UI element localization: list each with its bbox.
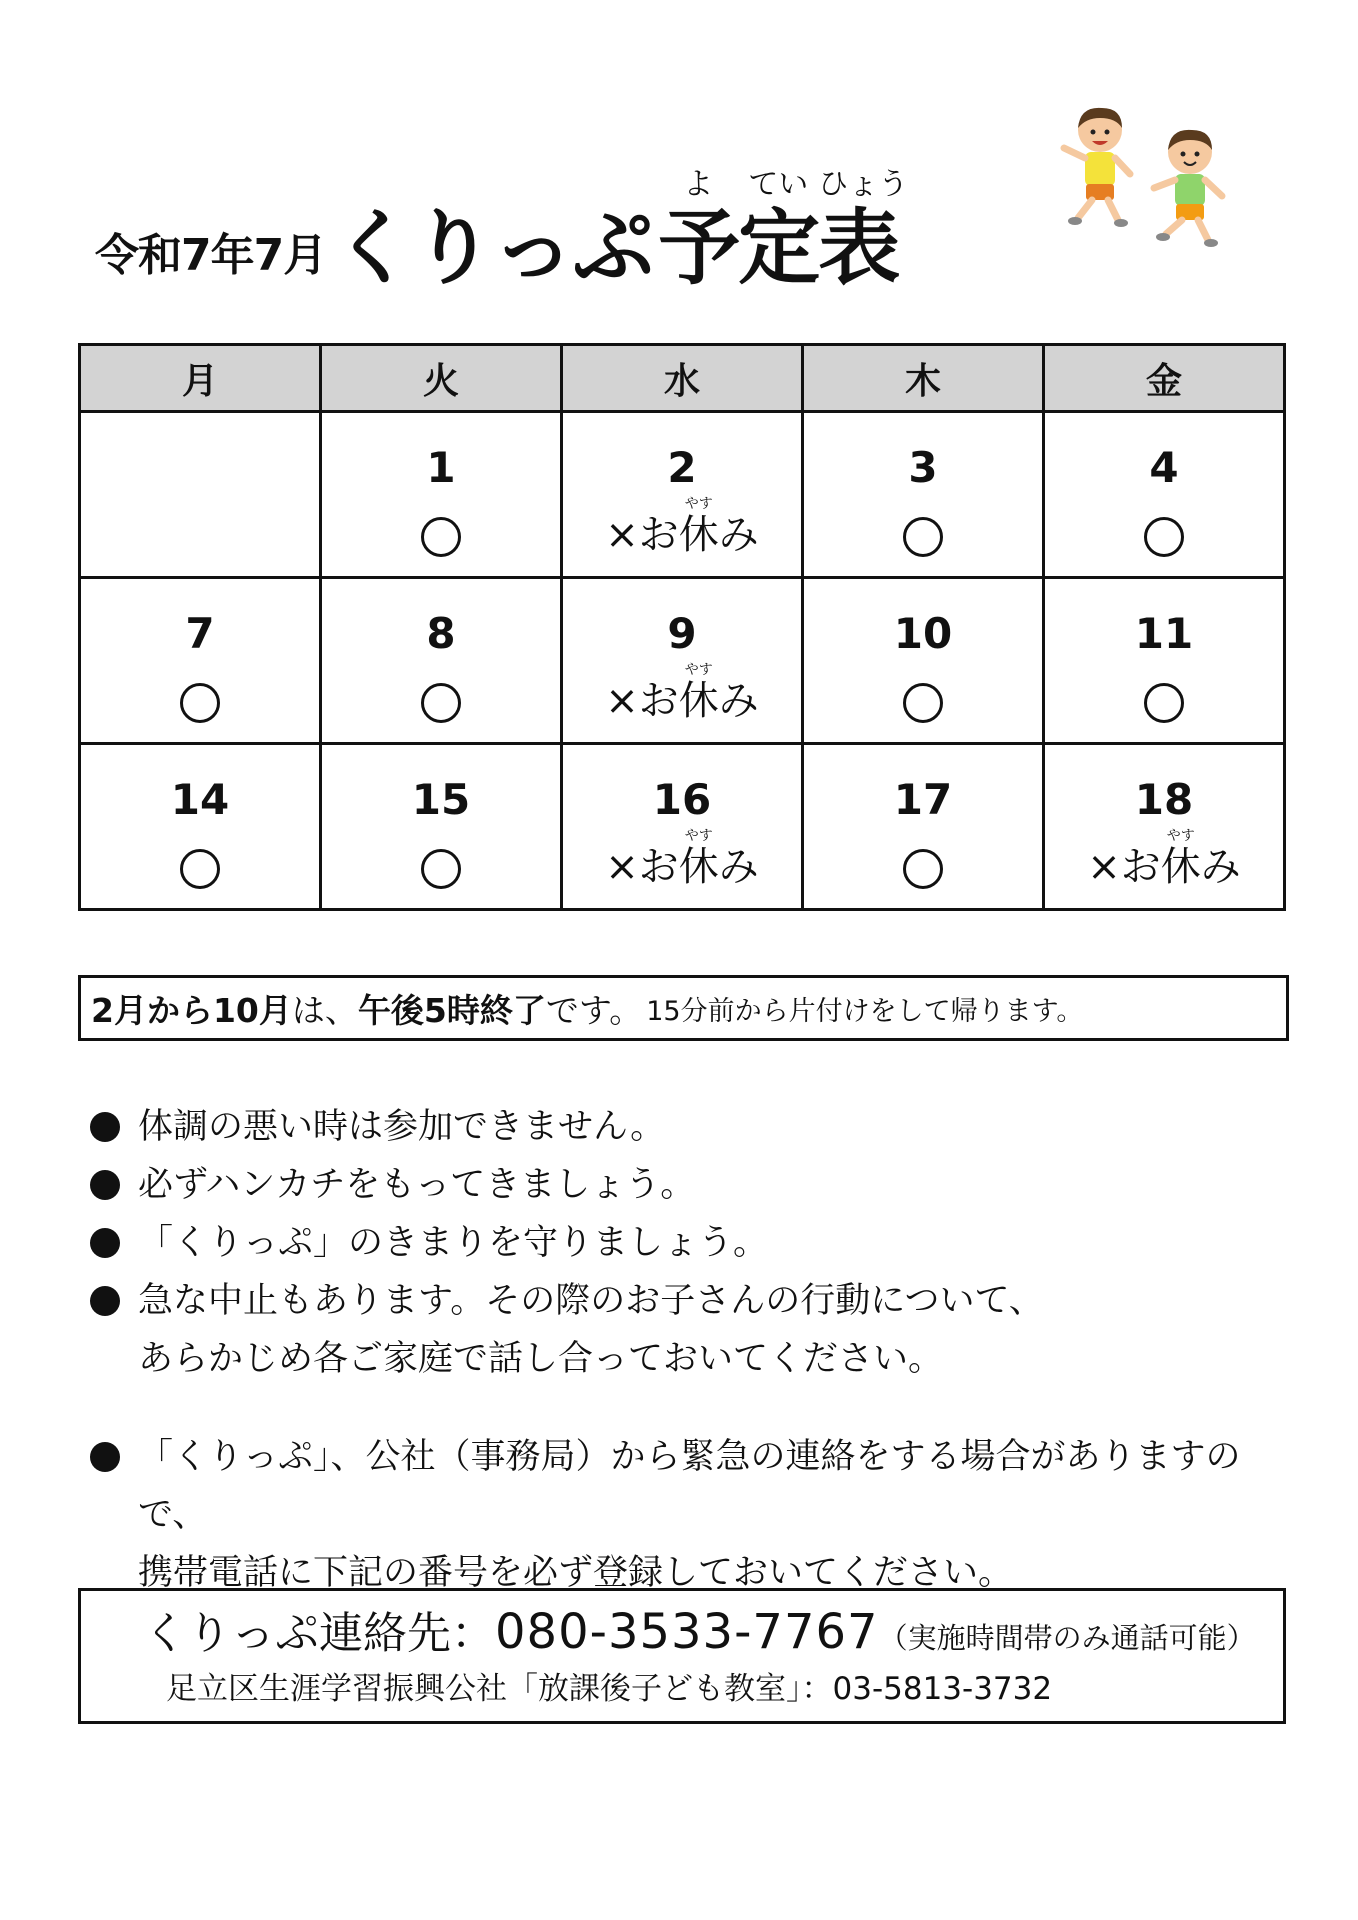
child-yellow-icon	[1064, 108, 1130, 227]
week-row	[80, 412, 1285, 578]
closed-label: ×お やす 休み	[605, 496, 759, 558]
running-children-illustration	[1050, 100, 1250, 260]
day-cell	[1044, 578, 1285, 744]
day-number: 18	[1134, 775, 1194, 824]
list-item	[90, 1156, 1290, 1214]
day-cell	[803, 412, 1044, 578]
title-kanji: 表	[818, 201, 899, 296]
day-number: 3	[908, 443, 938, 492]
closed-ruby: やす	[684, 828, 713, 844]
day-cell	[562, 744, 803, 910]
list-item-text: 急な中止もあります。その際のお子さんの行動について、 あらかじめ各ご家庭で話し合っておいてください。	[138, 1281, 1044, 1379]
notice-text: は、	[291, 990, 358, 1030]
closed-label: ×お やす 休み	[605, 828, 759, 890]
day-number: 11	[1134, 609, 1194, 658]
day-number: 17	[893, 775, 953, 824]
day-cell	[321, 578, 562, 744]
open-circle-icon	[903, 849, 943, 889]
day-number: 16	[652, 775, 712, 824]
contact-label: くりっぷ連絡先：	[143, 1608, 495, 1659]
open-circle-icon	[180, 849, 220, 889]
open-circle-icon	[421, 517, 461, 557]
title-kana: くりっぷ	[332, 201, 653, 296]
weekday-header: 火	[321, 345, 562, 412]
title-kanji: 予	[658, 201, 739, 296]
bullet-icon	[90, 1112, 120, 1142]
closed-label: ×お やす 休み	[605, 662, 759, 724]
open-circle-icon	[1144, 683, 1184, 723]
open-circle-icon	[180, 683, 220, 723]
secondary-contact: 足立区生涯学習振興公社「放課後子ども教室」：03-5813-3732	[166, 1671, 1053, 1707]
list-item	[90, 1098, 1290, 1156]
open-circle-icon	[903, 517, 943, 557]
list-item-text: 「くりっぷ」、公社（事務局）から緊急の連絡をする場合がありますので、 携帯電話に下記の番号を必ず登録しておいてください。	[138, 1437, 1241, 1593]
day-cell	[80, 412, 321, 578]
open-circle-icon	[1144, 517, 1184, 557]
day-number: 14	[170, 775, 230, 824]
bullet-icon	[90, 1170, 120, 1200]
list-item	[90, 1272, 1290, 1388]
rules-list	[90, 1098, 1290, 1602]
day-number: 15	[411, 775, 471, 824]
day-cell	[1044, 744, 1285, 910]
title-main	[332, 167, 909, 296]
closed-ruby: やす	[684, 662, 713, 678]
contact-box	[78, 1588, 1286, 1724]
day-number: 8	[426, 609, 456, 658]
day-cell	[803, 578, 1044, 744]
day-cell	[80, 578, 321, 744]
weekday-header: 月	[80, 345, 321, 412]
title-ruby: てい	[748, 167, 809, 202]
list-item-text: 「くりっぷ」のきまりを守りましょう。	[138, 1223, 769, 1263]
weekday-header: 金	[1044, 345, 1285, 412]
phone-number[interactable]: 080-3533-7767	[495, 1604, 879, 1660]
list-item	[90, 1428, 1290, 1602]
week-row	[80, 744, 1285, 910]
day-number: 7	[185, 609, 215, 658]
title-word-hyou	[818, 167, 909, 296]
child-green-icon	[1154, 130, 1222, 247]
title-word-yo	[658, 167, 739, 296]
day-number: 1	[426, 443, 456, 492]
weekday-header-row	[80, 345, 1285, 412]
list-item-text: 体調の悪い時は参加できません。	[138, 1107, 666, 1147]
day-cell	[321, 744, 562, 910]
open-circle-icon	[903, 683, 943, 723]
closed-ruby: やす	[684, 496, 713, 512]
contact-note: （実施時間帯のみ通話可能）	[878, 1621, 1256, 1655]
hours-notice	[78, 975, 1289, 1041]
schedule-calendar	[78, 343, 1286, 911]
day-number: 10	[893, 609, 953, 658]
day-cell	[803, 744, 1044, 910]
notice-text: です。	[545, 990, 643, 1030]
closed-label: ×お やす 休み	[1087, 828, 1241, 890]
primary-contact	[143, 1601, 1256, 1669]
notice-months: 2月から10月	[91, 990, 292, 1030]
notice-end-time: 午後5時終了	[357, 990, 546, 1030]
title-date: 令和7年7月	[95, 230, 327, 281]
week-row	[80, 578, 1285, 744]
day-number: 4	[1149, 443, 1179, 492]
day-cell	[1044, 412, 1285, 578]
closed-ruby: やす	[1166, 828, 1195, 844]
weekday-header: 木	[803, 345, 1044, 412]
day-cell	[562, 578, 803, 744]
page-title	[95, 167, 909, 296]
weekday-header: 水	[562, 345, 803, 412]
title-word-tei	[738, 167, 819, 296]
notice-detail: 15分前から片付けをして帰ります。	[646, 995, 1084, 1027]
bullet-icon	[90, 1286, 120, 1316]
title-ruby: ひょう	[818, 167, 909, 202]
day-number: 9	[667, 609, 697, 658]
bullet-icon	[90, 1442, 120, 1472]
list-item-text: 必ずハンカチをもってきましょう。	[138, 1165, 696, 1205]
day-cell	[80, 744, 321, 910]
open-circle-icon	[421, 849, 461, 889]
day-cell	[562, 412, 803, 578]
open-circle-icon	[421, 683, 461, 723]
bullet-icon	[90, 1228, 120, 1258]
title-kanji: 定	[738, 201, 819, 296]
title-ruby: よ	[683, 167, 714, 202]
day-cell	[321, 412, 562, 578]
list-item	[90, 1214, 1290, 1272]
day-number: 2	[667, 443, 697, 492]
